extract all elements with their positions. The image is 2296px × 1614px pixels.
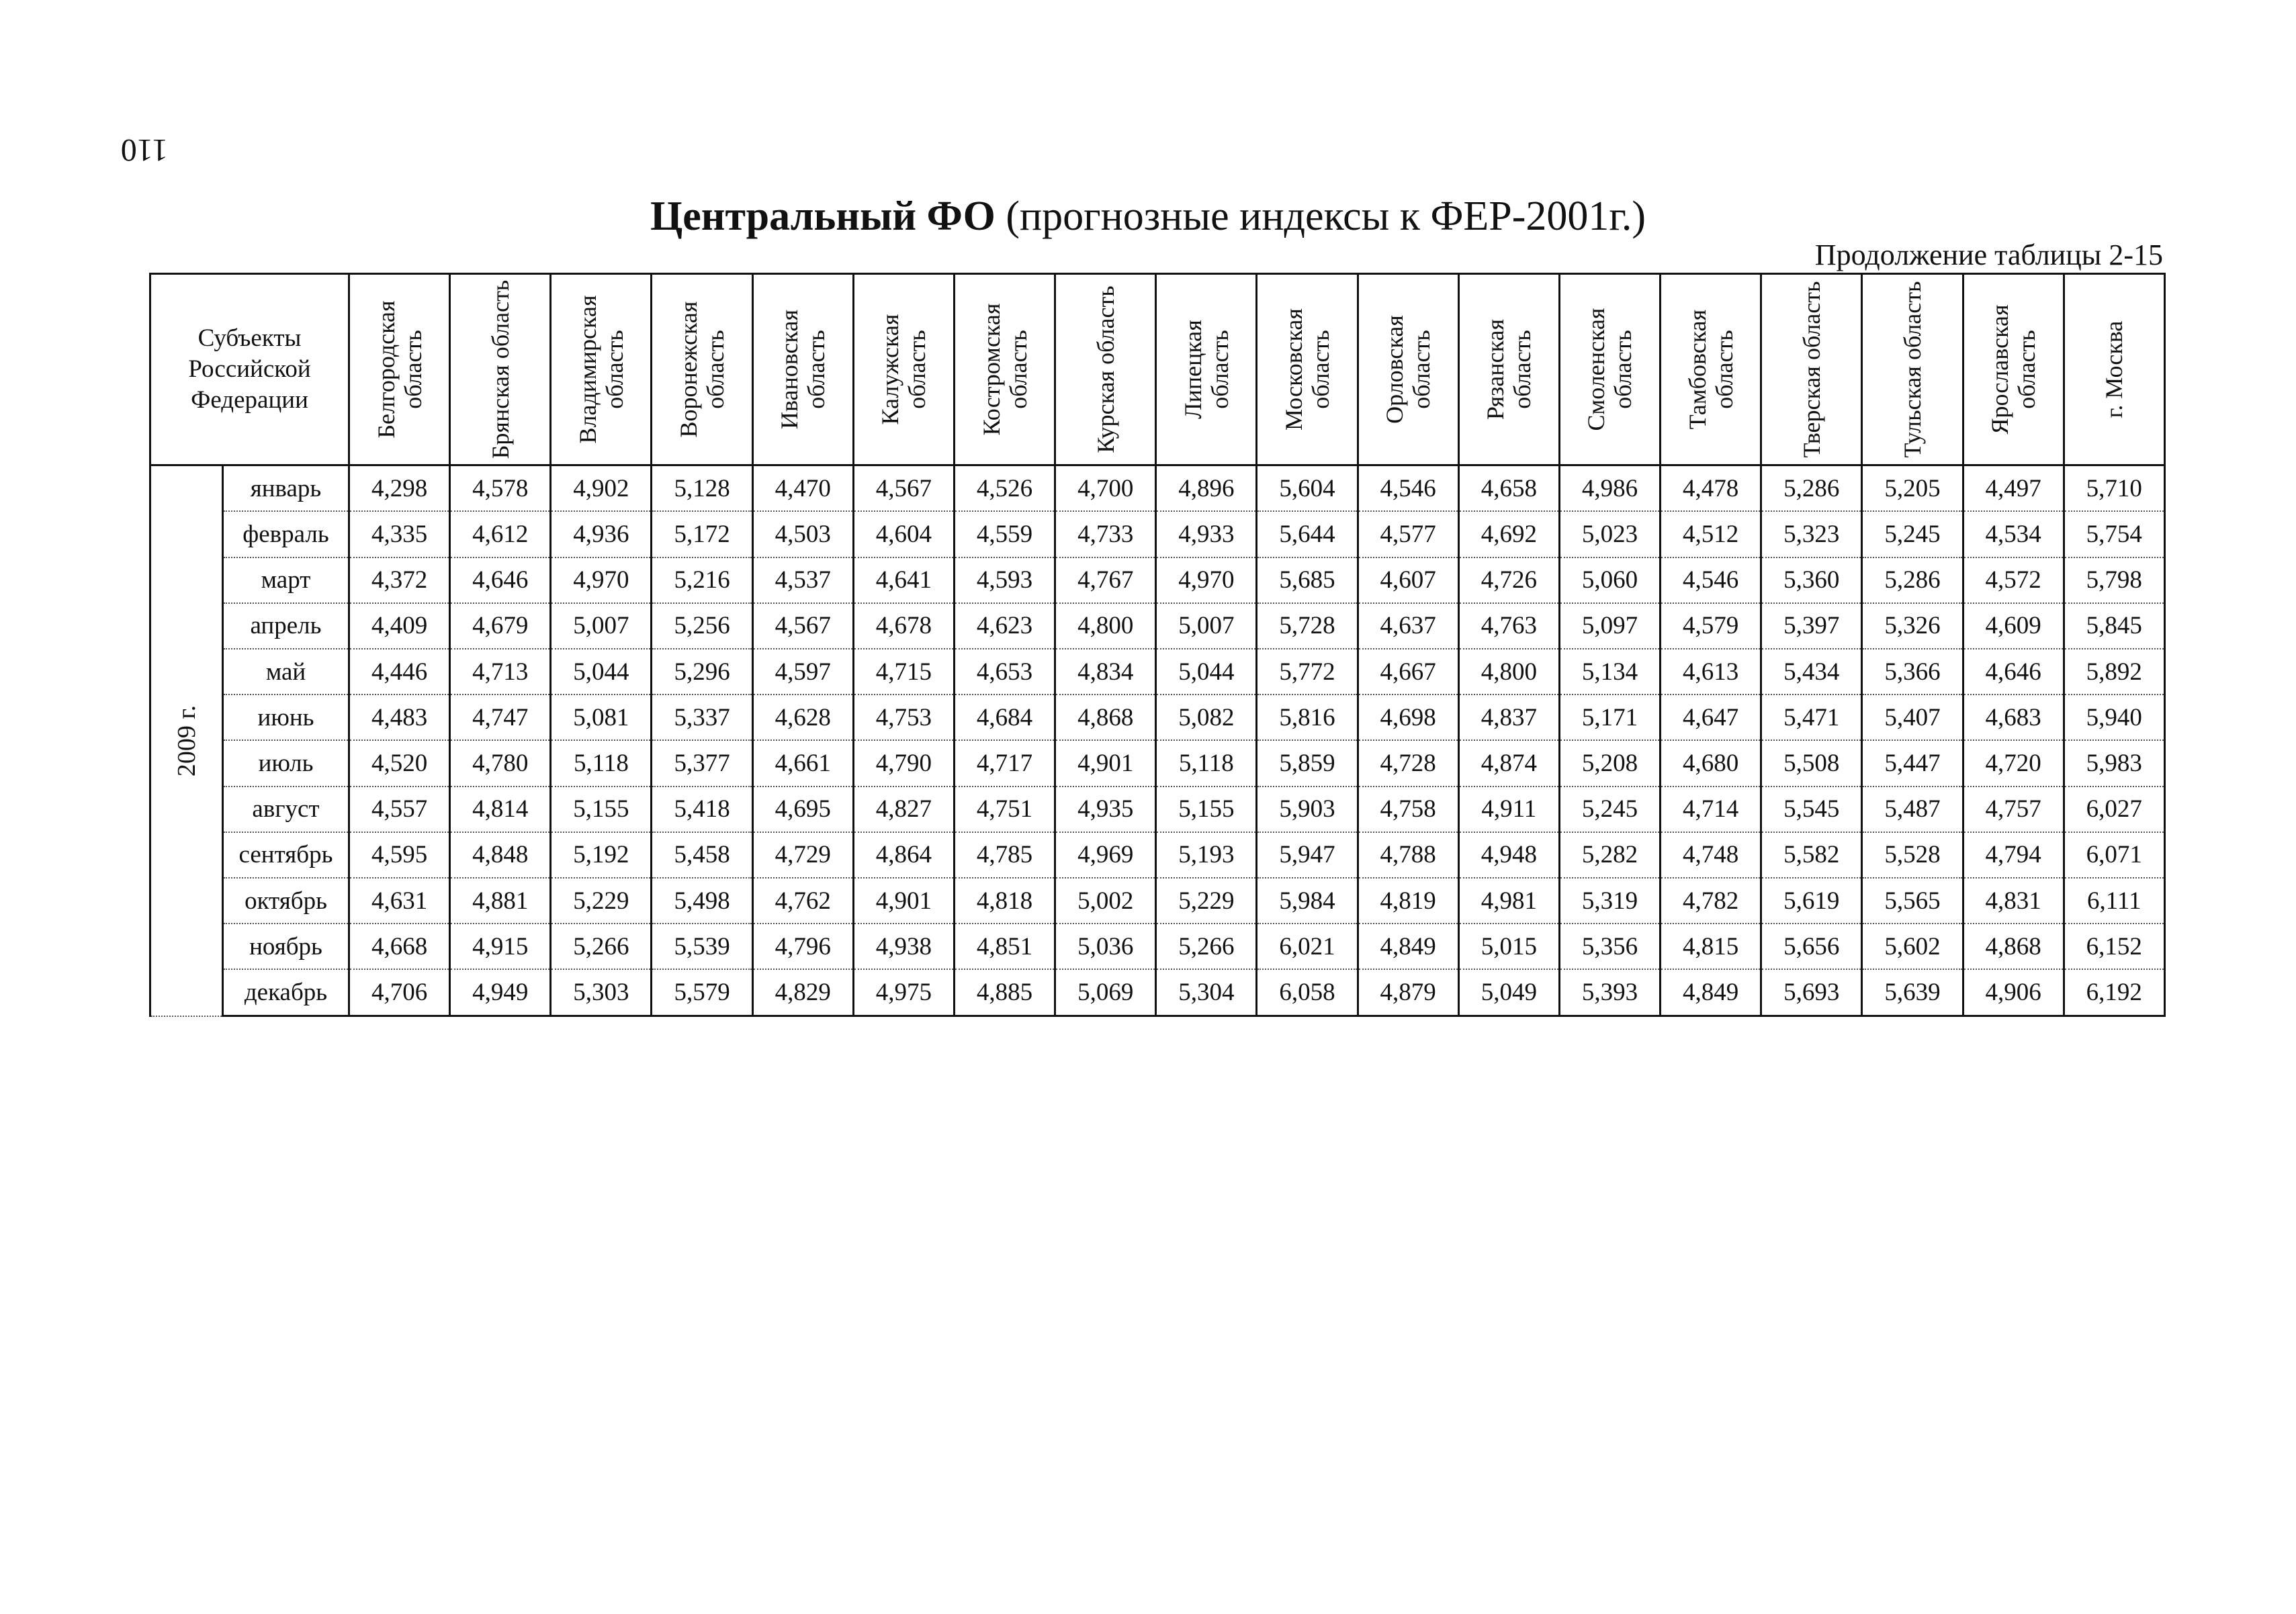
index-value-cell: 5,754 <box>2064 511 2164 557</box>
index-value-cell: 5,539 <box>652 924 752 969</box>
index-value-cell: 4,849 <box>1661 969 1761 1016</box>
region-header-label: Тамбовская область <box>1683 309 1738 430</box>
region-header-label: Воронежская область <box>675 301 730 438</box>
region-header <box>652 274 752 465</box>
region-header-label: Ярославская область <box>1986 304 2041 435</box>
index-value-cell: 4,790 <box>853 740 954 786</box>
region-header <box>1055 274 1156 465</box>
region-header <box>1963 274 2064 465</box>
corner-header: Субъекты Российской Федерации <box>150 274 349 465</box>
index-value-cell: 5,397 <box>1761 603 1862 649</box>
region-header-label: Московская область <box>1280 308 1334 431</box>
price-index-table <box>149 273 2166 1017</box>
region-header <box>1862 274 1963 465</box>
index-value-cell: 4,607 <box>1358 557 1458 603</box>
region-header <box>551 274 652 465</box>
index-value-cell: 5,049 <box>1458 969 1559 1016</box>
table-row <box>150 511 2165 557</box>
index-value-cell: 4,948 <box>1458 832 1559 878</box>
index-value-cell: 5,097 <box>1559 603 1660 649</box>
index-value-cell: 4,814 <box>450 787 551 832</box>
index-value-cell: 4,848 <box>450 832 551 878</box>
index-value-cell: 4,680 <box>1661 740 1761 786</box>
index-value-cell: 5,128 <box>652 465 752 512</box>
index-value-cell: 4,409 <box>349 603 450 649</box>
index-value-cell: 4,706 <box>349 969 450 1016</box>
index-value-cell: 4,700 <box>1055 465 1156 512</box>
month-cell: ноябрь <box>223 924 349 969</box>
index-value-cell: 5,579 <box>652 969 752 1016</box>
index-value-cell: 4,981 <box>1458 878 1559 924</box>
index-value-cell: 6,111 <box>2064 878 2164 924</box>
index-value-cell: 4,874 <box>1458 740 1559 786</box>
index-value-cell: 5,859 <box>1257 740 1358 786</box>
region-header-label: Тульская область <box>1898 281 1926 458</box>
index-value-cell: 5,216 <box>652 557 752 603</box>
index-value-cell: 4,915 <box>450 924 551 969</box>
page-title <box>0 189 2296 243</box>
region-header <box>1761 274 1862 465</box>
index-value-cell: 4,800 <box>1458 649 1559 694</box>
index-value-cell: 4,695 <box>752 787 853 832</box>
index-value-cell: 4,970 <box>1156 557 1257 603</box>
index-value-cell: 4,849 <box>1358 924 1458 969</box>
index-value-cell: 5,286 <box>1862 557 1963 603</box>
index-value-cell: 4,595 <box>349 832 450 878</box>
table-row <box>150 832 2165 878</box>
index-value-cell: 4,815 <box>1661 924 1761 969</box>
index-value-cell: 4,834 <box>1055 649 1156 694</box>
index-value-cell: 5,393 <box>1559 969 1660 1016</box>
region-header <box>1458 274 1559 465</box>
index-value-cell: 4,911 <box>1458 787 1559 832</box>
index-value-cell: 4,818 <box>954 878 1055 924</box>
index-value-cell: 4,557 <box>349 787 450 832</box>
index-value-cell: 5,266 <box>1156 924 1257 969</box>
index-value-cell: 4,628 <box>752 694 853 740</box>
month-cell: декабрь <box>223 969 349 1016</box>
index-value-cell: 4,684 <box>954 694 1055 740</box>
index-value-cell: 5,947 <box>1257 832 1358 878</box>
index-value-cell: 4,986 <box>1559 465 1660 512</box>
index-value-cell: 4,658 <box>1458 465 1559 512</box>
index-value-cell: 6,021 <box>1257 924 1358 969</box>
index-value-cell: 5,471 <box>1761 694 1862 740</box>
index-value-cell: 5,407 <box>1862 694 1963 740</box>
index-value-cell: 5,360 <box>1761 557 1862 603</box>
table-row <box>150 603 2165 649</box>
table-header-row <box>150 274 2165 465</box>
index-value-cell: 6,152 <box>2064 924 2164 969</box>
index-value-cell: 4,868 <box>1055 694 1156 740</box>
region-header-label: Липецкая область <box>1179 320 1233 419</box>
index-value-cell: 5,193 <box>1156 832 1257 878</box>
index-value-cell: 4,483 <box>349 694 450 740</box>
index-value-cell: 5,060 <box>1559 557 1660 603</box>
region-header <box>954 274 1055 465</box>
index-value-cell: 5,528 <box>1862 832 1963 878</box>
index-value-cell: 5,015 <box>1458 924 1559 969</box>
index-value-cell: 4,827 <box>853 787 954 832</box>
index-value-cell: 5,155 <box>551 787 652 832</box>
index-value-cell: 5,816 <box>1257 694 1358 740</box>
index-value-cell: 5,192 <box>551 832 652 878</box>
index-value-cell: 4,446 <box>349 649 450 694</box>
index-value-cell: 4,780 <box>450 740 551 786</box>
index-value-cell: 5,286 <box>1761 465 1862 512</box>
index-value-cell: 4,613 <box>1661 649 1761 694</box>
index-value-cell: 4,733 <box>1055 511 1156 557</box>
index-value-cell: 5,434 <box>1761 649 1862 694</box>
table-row <box>150 557 2165 603</box>
index-value-cell: 4,497 <box>1963 465 2064 512</box>
index-value-cell: 4,597 <box>752 649 853 694</box>
index-value-cell: 5,458 <box>652 832 752 878</box>
title-rest-part: (прогнозные индексы к ФЕР-2001г.) <box>995 193 1646 239</box>
index-value-cell: 4,546 <box>1358 465 1458 512</box>
index-value-cell: 5,229 <box>1156 878 1257 924</box>
index-value-cell: 5,282 <box>1559 832 1660 878</box>
index-value-cell: 4,864 <box>853 832 954 878</box>
index-value-cell: 4,728 <box>1358 740 1458 786</box>
index-value-cell: 4,717 <box>954 740 1055 786</box>
index-value-cell: 4,678 <box>853 603 954 649</box>
index-value-cell: 5,447 <box>1862 740 1963 786</box>
index-value-cell: 5,081 <box>551 694 652 740</box>
region-header-label: Костромская область <box>977 303 1032 436</box>
index-value-cell: 4,578 <box>450 465 551 512</box>
index-value-cell: 5,007 <box>551 603 652 649</box>
table-row <box>150 878 2165 924</box>
index-value-cell: 5,304 <box>1156 969 1257 1016</box>
index-value-cell: 4,758 <box>1358 787 1458 832</box>
region-header-label: Рязанская область <box>1482 318 1536 420</box>
index-value-cell: 4,751 <box>954 787 1055 832</box>
region-header <box>1661 274 1761 465</box>
index-value-cell: 4,546 <box>1661 557 1761 603</box>
index-value-cell: 5,798 <box>2064 557 2164 603</box>
index-value-cell: 4,935 <box>1055 787 1156 832</box>
month-cell: июль <box>223 740 349 786</box>
index-value-cell: 4,896 <box>1156 465 1257 512</box>
month-cell: сентябрь <box>223 832 349 878</box>
index-value-cell: 5,710 <box>2064 465 2164 512</box>
index-value-cell: 4,503 <box>752 511 853 557</box>
index-value-cell: 4,647 <box>1661 694 1761 740</box>
region-header <box>1156 274 1257 465</box>
index-value-cell: 4,470 <box>752 465 853 512</box>
index-value-cell: 4,726 <box>1458 557 1559 603</box>
index-value-cell: 4,641 <box>853 557 954 603</box>
index-value-cell: 5,772 <box>1257 649 1358 694</box>
index-value-cell: 4,785 <box>954 832 1055 878</box>
index-value-cell: 4,938 <box>853 924 954 969</box>
index-value-cell: 4,298 <box>349 465 450 512</box>
index-value-cell: 4,559 <box>954 511 1055 557</box>
index-value-cell: 4,579 <box>1661 603 1761 649</box>
index-value-cell: 5,582 <box>1761 832 1862 878</box>
table-row <box>150 924 2165 969</box>
index-value-cell: 4,975 <box>853 969 954 1016</box>
index-value-cell: 5,644 <box>1257 511 1358 557</box>
index-value-cell: 5,602 <box>1862 924 1963 969</box>
region-header-label: Тверская область <box>1798 281 1825 458</box>
index-value-cell: 5,693 <box>1761 969 1862 1016</box>
index-value-cell: 4,762 <box>752 878 853 924</box>
month-cell: май <box>223 649 349 694</box>
index-value-cell: 5,323 <box>1761 511 1862 557</box>
index-value-cell: 4,577 <box>1358 511 1458 557</box>
index-value-cell: 5,044 <box>1156 649 1257 694</box>
index-value-cell: 5,002 <box>1055 878 1156 924</box>
index-value-cell: 5,118 <box>551 740 652 786</box>
index-value-cell: 5,155 <box>1156 787 1257 832</box>
index-value-cell: 5,326 <box>1862 603 1963 649</box>
index-value-cell: 4,715 <box>853 649 954 694</box>
index-value-cell: 4,969 <box>1055 832 1156 878</box>
index-value-cell: 6,058 <box>1257 969 1358 1016</box>
region-header-label: г. Москва <box>2101 320 2128 418</box>
index-value-cell: 4,713 <box>450 649 551 694</box>
index-value-cell: 4,788 <box>1358 832 1458 878</box>
index-value-cell: 4,646 <box>1963 649 2064 694</box>
month-cell: февраль <box>223 511 349 557</box>
index-value-cell: 5,845 <box>2064 603 2164 649</box>
index-value-cell: 4,970 <box>551 557 652 603</box>
index-value-cell: 4,661 <box>752 740 853 786</box>
index-value-cell: 4,829 <box>752 969 853 1016</box>
month-cell: август <box>223 787 349 832</box>
index-value-cell: 5,296 <box>652 649 752 694</box>
index-value-cell: 4,604 <box>853 511 954 557</box>
index-value-cell: 5,208 <box>1559 740 1660 786</box>
year-label: 2009 г. <box>172 705 201 776</box>
index-value-cell: 4,683 <box>1963 694 2064 740</box>
index-value-cell: 4,933 <box>1156 511 1257 557</box>
index-value-cell: 4,567 <box>752 603 853 649</box>
index-value-cell: 5,303 <box>551 969 652 1016</box>
index-value-cell: 4,881 <box>450 878 551 924</box>
index-value-cell: 4,763 <box>1458 603 1559 649</box>
index-value-cell: 5,565 <box>1862 878 1963 924</box>
index-value-cell: 4,800 <box>1055 603 1156 649</box>
index-value-cell: 4,593 <box>954 557 1055 603</box>
index-value-cell: 4,668 <box>349 924 450 969</box>
table-continuation-label: Продолжение таблицы 2-15 <box>1814 238 2163 271</box>
index-value-cell: 5,656 <box>1761 924 1862 969</box>
region-header <box>853 274 954 465</box>
index-value-cell: 5,903 <box>1257 787 1358 832</box>
index-value-cell: 4,612 <box>450 511 551 557</box>
index-value-cell: 4,901 <box>1055 740 1156 786</box>
index-value-cell: 5,118 <box>1156 740 1257 786</box>
index-value-cell: 4,335 <box>349 511 450 557</box>
index-value-cell: 6,192 <box>2064 969 2164 1016</box>
index-value-cell: 4,478 <box>1661 465 1761 512</box>
index-value-cell: 4,537 <box>752 557 853 603</box>
index-value-cell: 5,229 <box>551 878 652 924</box>
index-value-cell: 4,698 <box>1358 694 1458 740</box>
index-value-cell: 5,418 <box>652 787 752 832</box>
index-value-cell: 5,377 <box>652 740 752 786</box>
region-header <box>349 274 450 465</box>
region-header <box>1358 274 1458 465</box>
index-value-cell: 4,567 <box>853 465 954 512</box>
region-header-label: Курская область <box>1092 285 1119 453</box>
index-value-cell: 5,007 <box>1156 603 1257 649</box>
index-value-cell: 4,794 <box>1963 832 2064 878</box>
index-value-cell: 4,837 <box>1458 694 1559 740</box>
index-value-cell: 4,512 <box>1661 511 1761 557</box>
index-value-cell: 4,631 <box>349 878 450 924</box>
table-row <box>150 969 2165 1016</box>
index-value-cell: 5,487 <box>1862 787 1963 832</box>
table-row <box>150 465 2165 512</box>
index-value-cell: 4,646 <box>450 557 551 603</box>
index-value-cell: 5,023 <box>1559 511 1660 557</box>
index-value-cell: 4,767 <box>1055 557 1156 603</box>
index-value-cell: 5,266 <box>551 924 652 969</box>
region-header <box>752 274 853 465</box>
region-header <box>1257 274 1358 465</box>
index-value-cell: 4,609 <box>1963 603 2064 649</box>
index-value-cell: 6,071 <box>2064 832 2164 878</box>
table-body <box>150 465 2165 1016</box>
index-value-cell: 5,984 <box>1257 878 1358 924</box>
index-value-cell: 5,245 <box>1559 787 1660 832</box>
region-header-label: Орловская область <box>1381 315 1436 424</box>
index-value-cell: 4,851 <box>954 924 1055 969</box>
index-value-cell: 5,245 <box>1862 511 1963 557</box>
index-value-cell: 5,205 <box>1862 465 1963 512</box>
index-value-cell: 4,902 <box>551 465 652 512</box>
index-value-cell: 4,868 <box>1963 924 2064 969</box>
index-value-cell: 5,036 <box>1055 924 1156 969</box>
index-value-cell: 4,667 <box>1358 649 1458 694</box>
table-row <box>150 694 2165 740</box>
index-value-cell: 5,256 <box>652 603 752 649</box>
index-value-cell: 4,729 <box>752 832 853 878</box>
table-row <box>150 649 2165 694</box>
table-row <box>150 740 2165 786</box>
index-value-cell: 4,796 <box>752 924 853 969</box>
index-value-cell: 4,757 <box>1963 787 2064 832</box>
index-value-cell: 4,679 <box>450 603 551 649</box>
index-value-cell: 4,714 <box>1661 787 1761 832</box>
index-value-cell: 6,027 <box>2064 787 2164 832</box>
index-value-cell: 5,545 <box>1761 787 1862 832</box>
index-value-cell: 4,637 <box>1358 603 1458 649</box>
index-value-cell: 5,082 <box>1156 694 1257 740</box>
index-value-cell: 5,604 <box>1257 465 1358 512</box>
index-value-cell: 4,748 <box>1661 832 1761 878</box>
index-value-cell: 4,526 <box>954 465 1055 512</box>
region-header-label: Брянская область <box>486 279 514 459</box>
index-value-cell: 4,885 <box>954 969 1055 1016</box>
index-value-cell: 4,372 <box>349 557 450 603</box>
index-value-cell: 5,134 <box>1559 649 1660 694</box>
table-row <box>150 787 2165 832</box>
region-header-label: Белгородская область <box>372 300 427 439</box>
index-value-cell: 5,356 <box>1559 924 1660 969</box>
index-value-cell: 5,508 <box>1761 740 1862 786</box>
region-header <box>2064 274 2164 465</box>
region-header <box>450 274 551 465</box>
month-cell: январь <box>223 465 349 512</box>
index-value-cell: 4,520 <box>349 740 450 786</box>
region-header-label: Ивановская область <box>776 310 830 430</box>
index-value-cell: 5,619 <box>1761 878 1862 924</box>
index-value-cell: 4,879 <box>1358 969 1458 1016</box>
month-cell: март <box>223 557 349 603</box>
index-value-cell: 4,720 <box>1963 740 2064 786</box>
index-value-cell: 5,892 <box>2064 649 2164 694</box>
index-value-cell: 4,623 <box>954 603 1055 649</box>
region-header-label: Владимирская область <box>574 295 628 444</box>
index-value-cell: 5,171 <box>1559 694 1660 740</box>
index-value-cell: 5,498 <box>652 878 752 924</box>
index-value-cell: 5,685 <box>1257 557 1358 603</box>
index-value-cell: 5,983 <box>2064 740 2164 786</box>
index-value-cell: 4,572 <box>1963 557 2064 603</box>
index-value-cell: 4,653 <box>954 649 1055 694</box>
index-value-cell: 4,782 <box>1661 878 1761 924</box>
index-value-cell: 4,831 <box>1963 878 2064 924</box>
index-value-cell: 5,337 <box>652 694 752 740</box>
title-bold-part: Центральный ФО <box>650 193 996 239</box>
page-number: 110 <box>120 132 168 168</box>
index-value-cell: 5,940 <box>2064 694 2164 740</box>
region-header-label: Калужская область <box>877 314 931 425</box>
year-cell <box>150 465 223 1016</box>
index-value-cell: 4,692 <box>1458 511 1559 557</box>
month-cell: апрель <box>223 603 349 649</box>
index-value-cell: 5,044 <box>551 649 652 694</box>
region-header-label: Смоленская область <box>1583 308 1637 431</box>
month-cell: июнь <box>223 694 349 740</box>
index-value-cell: 5,366 <box>1862 649 1963 694</box>
index-value-cell: 4,949 <box>450 969 551 1016</box>
index-value-cell: 4,534 <box>1963 511 2064 557</box>
index-value-cell: 5,639 <box>1862 969 1963 1016</box>
index-value-cell: 4,901 <box>853 878 954 924</box>
index-value-cell: 5,319 <box>1559 878 1660 924</box>
index-value-cell: 4,819 <box>1358 878 1458 924</box>
index-value-cell: 4,753 <box>853 694 954 740</box>
index-value-cell: 5,172 <box>652 511 752 557</box>
index-value-cell: 4,747 <box>450 694 551 740</box>
index-value-cell: 5,069 <box>1055 969 1156 1016</box>
month-cell: октябрь <box>223 878 349 924</box>
index-value-cell: 4,906 <box>1963 969 2064 1016</box>
index-value-cell: 5,728 <box>1257 603 1358 649</box>
region-header <box>1559 274 1660 465</box>
index-value-cell: 4,936 <box>551 511 652 557</box>
